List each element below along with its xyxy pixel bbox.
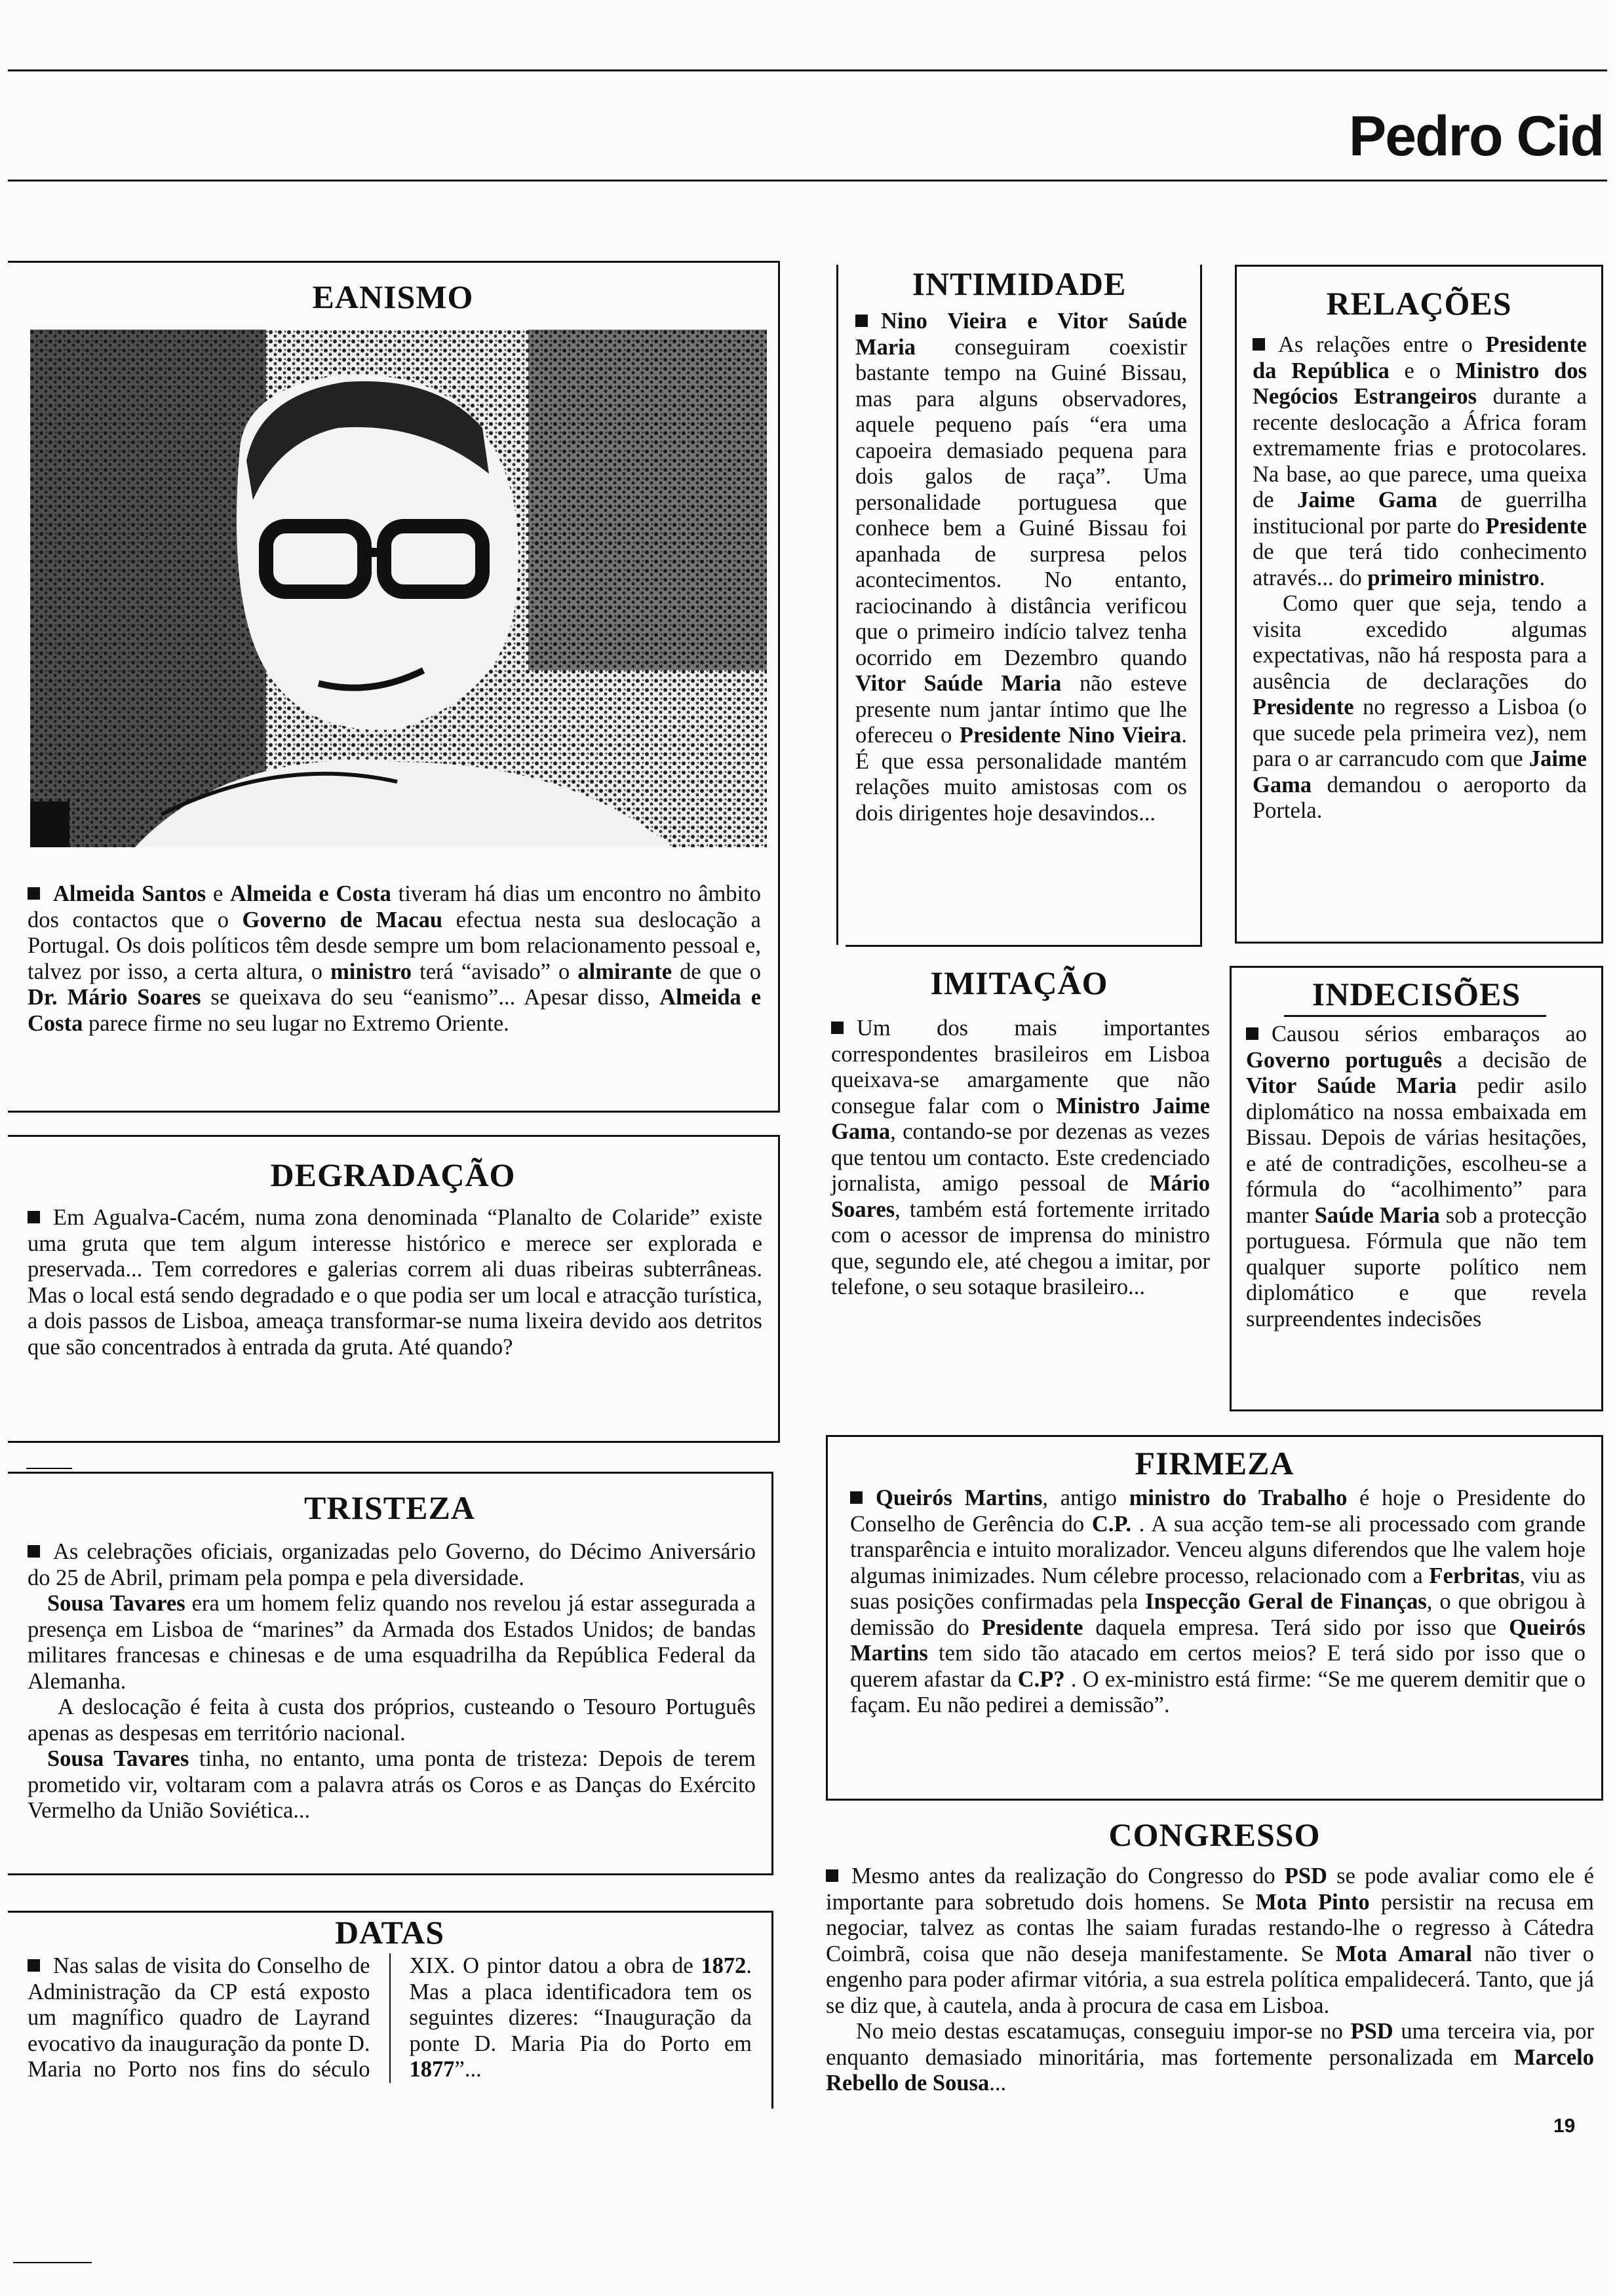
indecisoes-text: Causou sérios embaraços ao Governo português a decisão de Vitor Saúde Maria pedir asilo diplomático na nossa embaixada em Bissau. Depois de várias hesitações, e até de contradições, escolheu-se a fórmula do “acolhimento” para manter Saúde Maria sob a protecção portuguesa. Fórmula que não tem qualquer suporte político nem diplomático e que revela surpreendentes indecisões	[1246, 1022, 1587, 1331]
degradacao-box	[8, 1135, 780, 1443]
indecisoes-box	[1230, 966, 1603, 1411]
datas-title: DATAS	[334, 1914, 445, 1951]
imitacao-text: Um dos mais importantes correspondentes brasileiros em Lisboa queixava-se amargamente que não consegue falar com o Ministro Jaime Gama, contando-se por dezenas as vezes que tentou um contacto. Este credenciado jornalista, amigo pessoal de Mário Soares, também está fortemente irritado com o acessor de imprensa do ministro que, segundo ele, até chegou a imitar, por telefone, o seu sotaque brasileiro...	[831, 1016, 1210, 1299]
bullet-square-icon	[28, 1959, 40, 1972]
bottom-mark	[13, 2262, 92, 2263]
firmeza-text: Queirós Martins, antigo ministro do Trabalho é hoje o Presidente do Conselho de Gerência do C.P. . A sua acção tem-se ali processado com grande transparência e intuito moralizador. Venceu alguns diferendos que lhe valem hoje algumas inimizades. Num célebre processo, relacionado com a Ferbritas, viu as suas posições confirmadas pela Inspecção Geral de Finanças, o que obrigou à demissão do Presidente daquela empresa. Terá sido por isso que Queirós Martins tem sido tão atacado em certos meios? E terá sido por isso que o querem afastar da C.P? . O ex-ministro está firme: “Se me querem demitir que o façam. Eu não pedirei a demissão”.	[850, 1485, 1586, 1717]
intimidade-text: Nino Vieira e Vitor Saúde Maria conseguiram coexistir bastante tempo na Guiné Bissau, mas para alguns observadores, aquele pequeno país “era uma capoeira demasiado pequena para dois galos de raça”. Uma personalidade portuguesa que conhece bem a Guiné Bissau foi apanhada de surpresa pelos acontecimentos. No entanto, raciocinando à distância verificou que o primeiro indício talvez tenha ocorrido em Dezembro quando Vitor Saúde Maria não esteve presente num jantar íntimo que lhe ofereceu o Presidente Nino Vieira. É que essa personalidade mantém relações muito amistosas com os dois dirigentes hoje desavindos...	[855, 309, 1187, 826]
eanismo-box	[8, 261, 780, 1113]
congresso-text-1: Mesmo antes da realização do Congresso do PSD se pode avaliar como ele é importante para sobretudo dois homens. Se Mota Pinto persistir na recusa em negociar, talvez as contas lhe saiam furadas restando-lhe o regresso à Cátedra Coimbrã, coisa que não deseja manifestamente. Se Mota Amaral não tiver o engenho para poder afirmar vitória, a sua estrela política empalidecerá. Tanto, que já se diz que, à cautela, anda à procura de casa em Lisboa.	[826, 1864, 1594, 2018]
relacoes-text-2: Como quer que seja, tendo a visita excedido algumas expectativas, não há resposta para a ausência de declarações do Presidente no regresso a Lisboa (o que sucede pela primeira vez), nem para o ar carrancudo com que Jaime Gama demandou o aeroporto da Portela.	[1253, 591, 1587, 823]
intimidade-box	[836, 265, 1202, 945]
author-name: Pedro Cid	[1348, 105, 1603, 168]
bullet-square-icon	[855, 315, 868, 327]
indecisoes-title-rule	[1284, 1015, 1546, 1017]
tristeza-text-1: As celebrações oficiais, organizadas pelo Governo, do Décimo Aniversário do 25 de Abril, primam pela pompa e pela diversidade.	[28, 1539, 756, 1590]
bullet-square-icon	[28, 1211, 40, 1223]
portrait-photo	[30, 330, 767, 847]
congresso-section	[826, 1815, 1603, 2169]
eanismo-title: EANISMO	[312, 278, 474, 315]
firmeza-title: FIRMEZA	[1135, 1445, 1294, 1482]
relacoes-box	[1235, 265, 1603, 944]
bullet-square-icon	[1253, 338, 1265, 351]
imitacao-section	[827, 963, 1211, 1422]
degradacao-title: DEGRADAÇÃO	[270, 1157, 516, 1193]
relacoes-text-1: As relações entre o Presidente da República e o Ministro dos Negócios Estrangeiros durante a recente deslocação a África foram extremamente frias e protocolares. Na base, ao que parece, uma queixa de Jaime Gama de guerrilha institucional por parte do Presidente de que terá tido conhecimento através... do primeiro ministro.	[1253, 332, 1587, 590]
intimidade-bottom-rule	[846, 945, 1202, 947]
bullet-square-icon	[1246, 1027, 1258, 1040]
datas-box	[8, 1911, 773, 2109]
eanismo-text: Almeida Santos e Almeida e Costa tiveram há dias um encontro no âmbito dos contactos que o Governo de Macau efectua nesta sua deslocação a Portugal. Os dois políticos têm desde sempre um bom relacionamento pessoal e, talvez por isso, a certa altura, o ministro terá “avisado” o almirante de que o Dr. Mário Soares se queixava do seu “eanismo”... Apesar disso, Almeida e Costa parece firme no seu lugar no Extremo Oriente.	[28, 881, 762, 1036]
congresso-text-2: No meio destas escatamuças, conseguiu impor-se no PSD uma terceira via, por enquanto demasiado minoritária, mas fortemente personalizada em Marcelo Rebello de Sousa...	[826, 2019, 1594, 2095]
intimidade-title: INTIMIDADE	[838, 264, 1200, 303]
indecisoes-title: INDECISÕES	[1312, 976, 1521, 1012]
tristeza-box	[8, 1472, 773, 1875]
bullet-square-icon	[831, 1022, 844, 1034]
tristeza-text-2: Sousa Tavares era um homem feliz quando nos revelou já estar assegurada a presença em Lisboa de “marines” da Armada dos Estados Unidos; de bandas militares francesas e chinesas e de uma esquadrilha da República Federal da Alemanha.	[28, 1591, 756, 1694]
tristeza-title: TRISTEZA	[304, 1489, 475, 1526]
imitacao-title: IMITAÇÃO	[930, 965, 1108, 1001]
header-bottom-rule	[8, 180, 1607, 182]
tristeza-text-3: A deslocação é feita à custa dos próprios, custeando o Tesouro Português apenas as despesas em território nacional.	[28, 1694, 756, 1746]
header-top-rule	[8, 69, 1607, 71]
bullet-square-icon	[850, 1491, 863, 1504]
bullet-square-icon	[826, 1869, 838, 1882]
degradacao-text: Em Agualva-Cacém, numa zona denominada “Planalto de Colaride” existe uma gruta que tem algum interesse histórico e merece ser explorada e preservada... Tem corredores e galerias correm ali duas ribeiras subterrâneas. Mas o local está sendo degradado e o que podia ser um local e atracção turística, a dois passos de Lisboa, ameaça transformar-se numa lixeira devido aos detritos que são concentrados à entrada da gruta. Até quando?	[28, 1205, 762, 1360]
bullet-square-icon	[28, 887, 40, 900]
firmeza-box	[826, 1435, 1603, 1801]
congresso-title: CONGRESSO	[1108, 1816, 1321, 1853]
relacoes-title: RELAÇÕES	[1326, 285, 1512, 322]
page-number: 19	[1553, 2115, 1576, 2137]
bullet-square-icon	[28, 1545, 40, 1558]
datas-text: Nas salas de visita do Conselho de Administração da CP está exposto um magnífico quadro de Layrand evocativo da inauguração da ponte D. Maria no Porto nos fins do século XIX. O pintor datou a obra de 1872. Mas a placa identificadora tem os seguintes dizeres: “Inauguração da ponte D. Maria Pia do Porto em 1877”...	[28, 1953, 752, 2082]
separator-short	[26, 1468, 72, 1469]
tristeza-text-4: Sousa Tavares tinha, no entanto, uma ponta de tristeza: Depois de terem prometido vir, voltaram com a palavra atrás os Coros e as Danças do Exército Vermelho da União Soviética...	[28, 1746, 756, 1823]
